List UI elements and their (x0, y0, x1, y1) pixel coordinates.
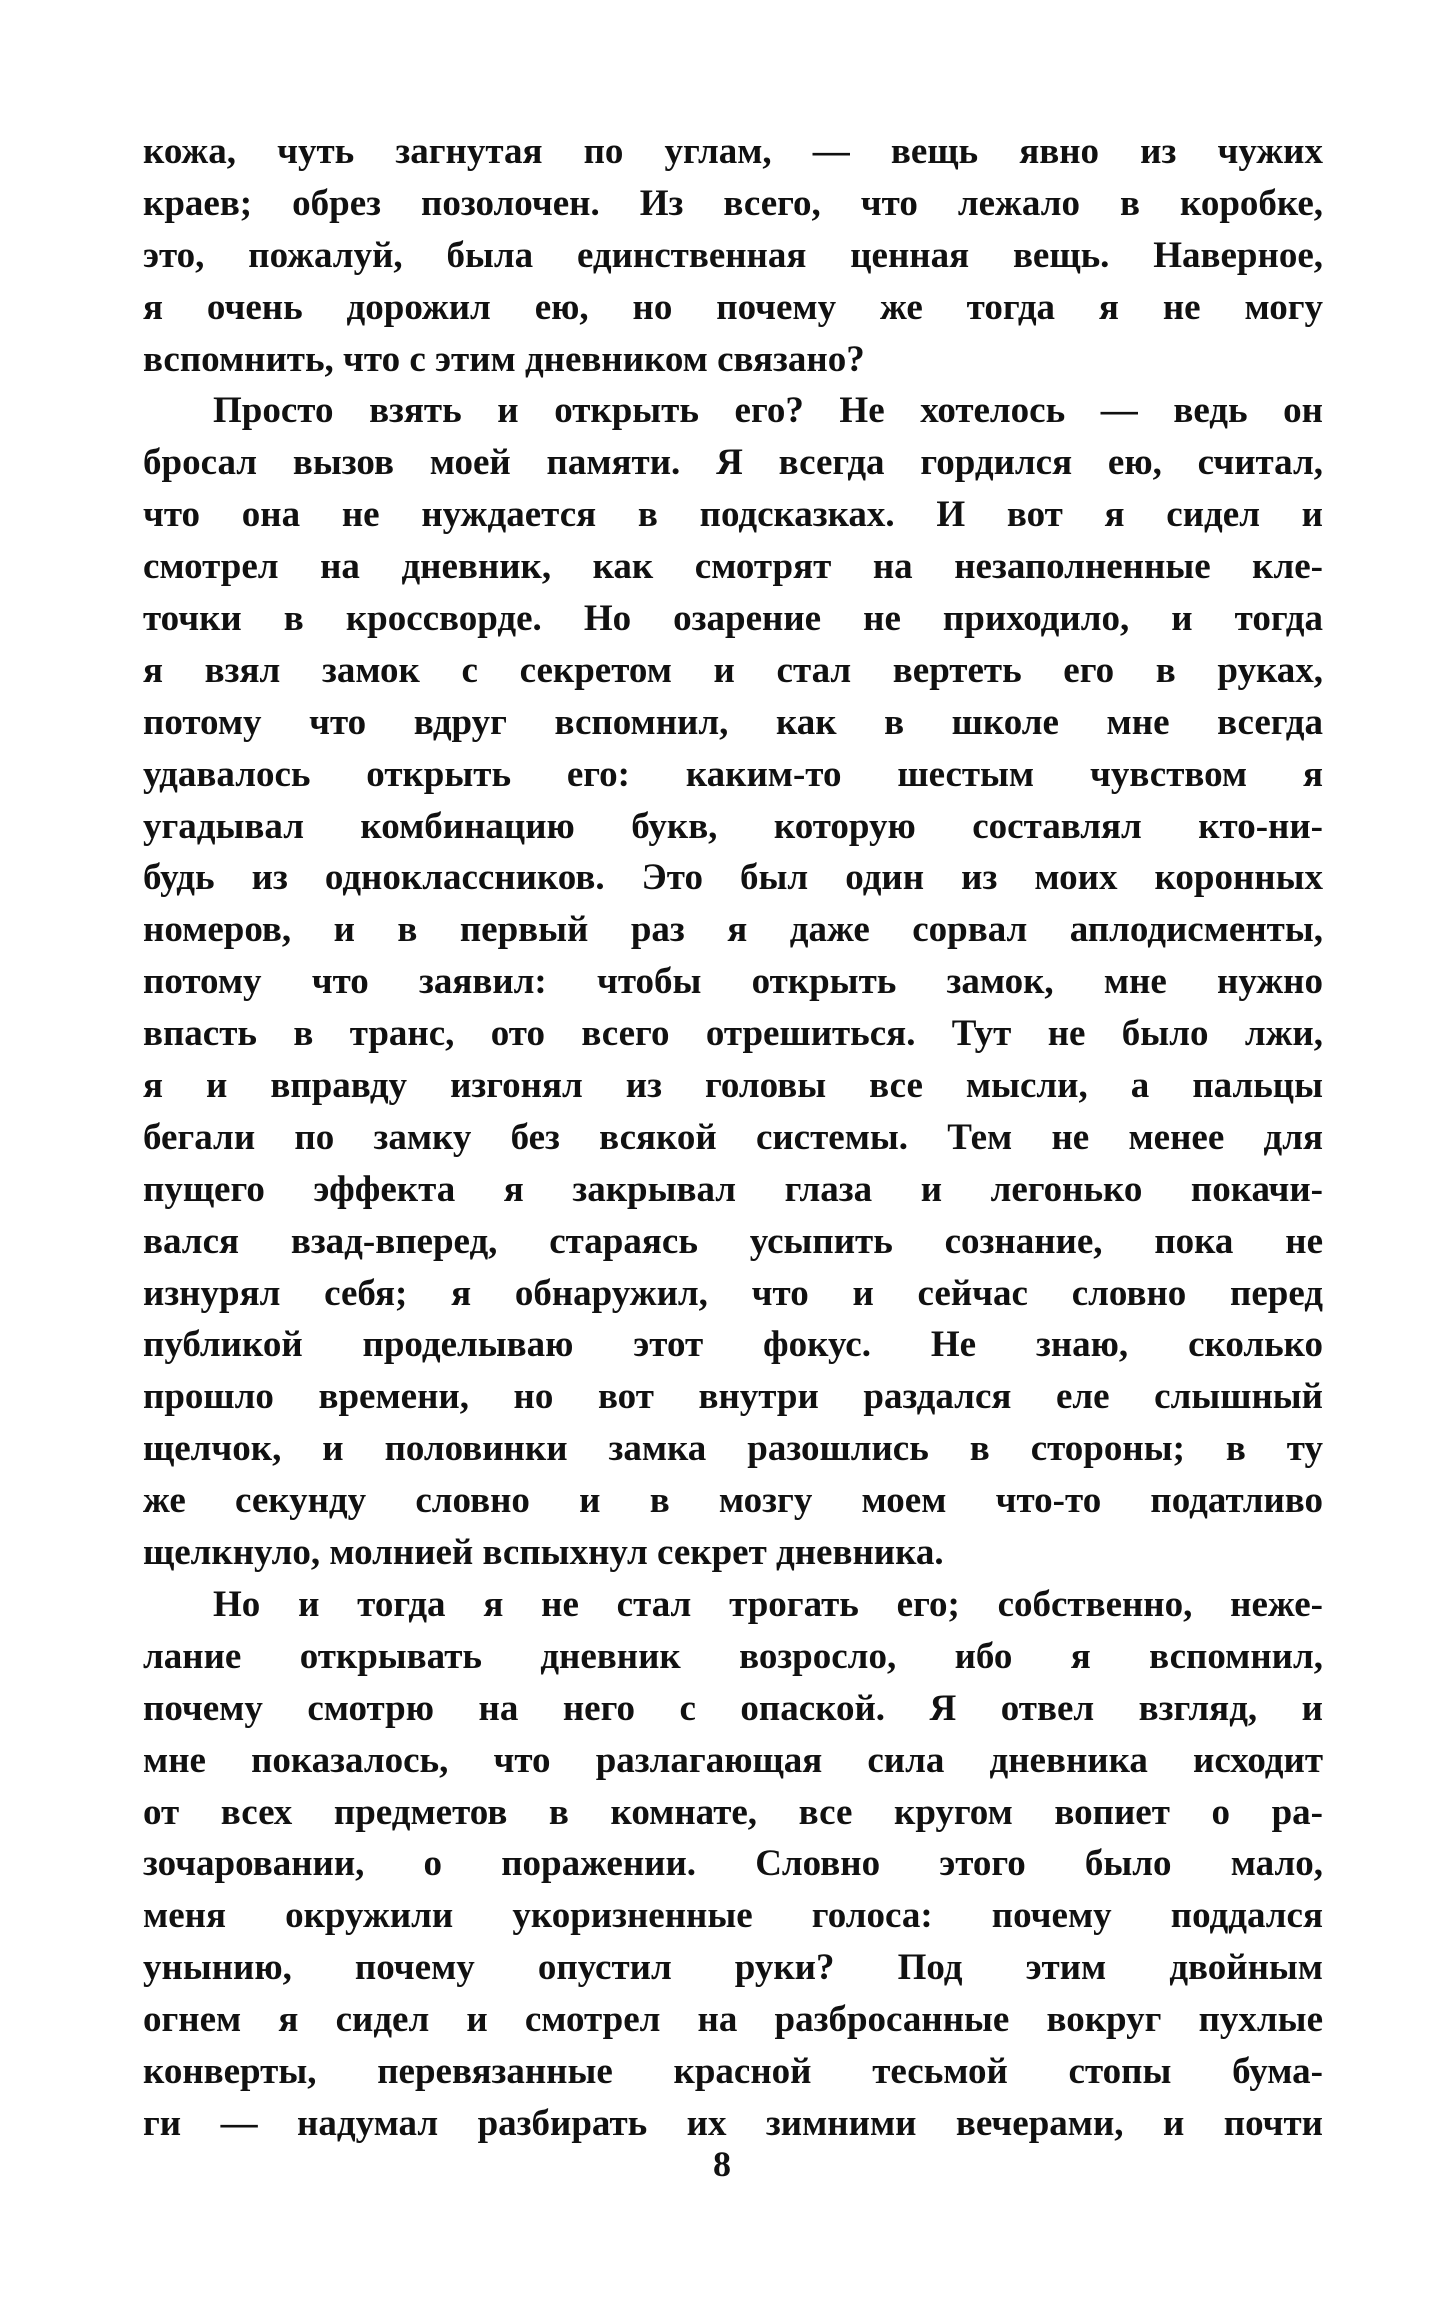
text-line: щелкнуло, молнией вспыхнул секрет дневника. (143, 1532, 944, 1574)
text-line: угадывал комбинацию букв, которую составлял кто-ни- (143, 805, 1323, 847)
text-line: Просто взять и открыть его? Не хотелось — ведь он (213, 390, 1323, 432)
body-text (143, 126, 1323, 2150)
text-line: я и вправду изгонял из головы все мысли, а пальцы (143, 1065, 1323, 1107)
text-line: кожа, чуть загнутая по углам, — вещь явно из чужих (143, 131, 1323, 172)
text-line: унынию, почему опустил руки? Под этим двойным (143, 1947, 1323, 1989)
text-line: огнем я сидел и смотрел на разбросанные вокруг пухлые (143, 1999, 1323, 2041)
text-line: же секунду словно и в мозгу моем что-то податливо (143, 1480, 1323, 1522)
text-line: изнурял себя; я обнаружил, что и сейчас словно перед (143, 1272, 1323, 1314)
page-number: 8 (713, 2144, 731, 2184)
text-line: ги — надумал разбирать их зимними вечерами, и почти (143, 2102, 1323, 2144)
text-line: бросал вызов моей памяти. Я всегда гордился ею, считал, (143, 442, 1323, 484)
text-line: вспомнить, что с этим дневником связано? (143, 338, 865, 380)
text-line: меня окружили укоризненные голоса: почему поддался (143, 1895, 1323, 1937)
text-line: мне показалось, что разлагающая сила дневника исходит (143, 1739, 1323, 1781)
text-line: я очень дорожил ею, но почему же тогда я не могу (143, 286, 1323, 328)
text-line: удавалось открыть его: каким-то шестым чувством я (143, 753, 1323, 795)
text-line: смотрел на дневник, как смотрят на незаполненные кле- (143, 546, 1323, 588)
text-line: щелчок, и половинки замка разошлись в стороны; в ту (143, 1428, 1323, 1470)
text-line: бегали по замку без всякой системы. Тем не менее для (143, 1116, 1323, 1158)
text-line: прошло времени, но вот внутри раздался еле слышный (143, 1376, 1323, 1418)
text-line: это, пожалуй, была единственная ценная вещь. Наверное, (143, 234, 1323, 276)
text-line: номеров, и в первый раз я даже сорвал аплодисменты, (143, 909, 1323, 951)
text-line: что она не нуждается в подсказках. И вот я сидел и (143, 494, 1323, 536)
text-line: почему смотрю на него с опаской. Я отвел взгляд, и (143, 1687, 1323, 1729)
text-line: потому что заявил: чтобы открыть замок, мне нужно (143, 961, 1323, 1003)
text-line: точки в кроссворде. Но озарение не приходило, и тогда (143, 598, 1323, 640)
text-line: краев; обрез позолочен. Из всего, что лежало в коробке, (143, 182, 1323, 224)
text-line: пущего эффекта я закрывал глаза и легонько покачи- (143, 1168, 1323, 1210)
text-line: будь из одноклассников. Это был один из моих коронных (143, 857, 1323, 899)
text-line: я взял замок с секретом и стал вертеть его в руках, (143, 649, 1323, 691)
text-line: конверты, перевязанные красной тесьмой стопы бума- (143, 2050, 1323, 2092)
text-line: лание открывать дневник возросло, ибо я вспомнил, (143, 1635, 1323, 1677)
text-line: потому что вдруг вспомнил, как в школе мне всегда (143, 701, 1323, 743)
text-line: Но и тогда я не стал трогать его; собственно, неже- (213, 1583, 1323, 1625)
text-line: впасть в транс, ото всего отрешиться. Тут не было лжи, (143, 1013, 1323, 1055)
text-line: вался взад-вперед, стараясь усыпить сознание, пока не (143, 1220, 1323, 1262)
text-line: от всех предметов в комнате, все кругом вопиет о ра- (143, 1791, 1323, 1833)
text-line: зочаровании, о поражении. Словно этого было мало, (143, 1843, 1323, 1885)
text-line: публикой проделываю этот фокус. Не знаю, сколько (143, 1324, 1323, 1366)
